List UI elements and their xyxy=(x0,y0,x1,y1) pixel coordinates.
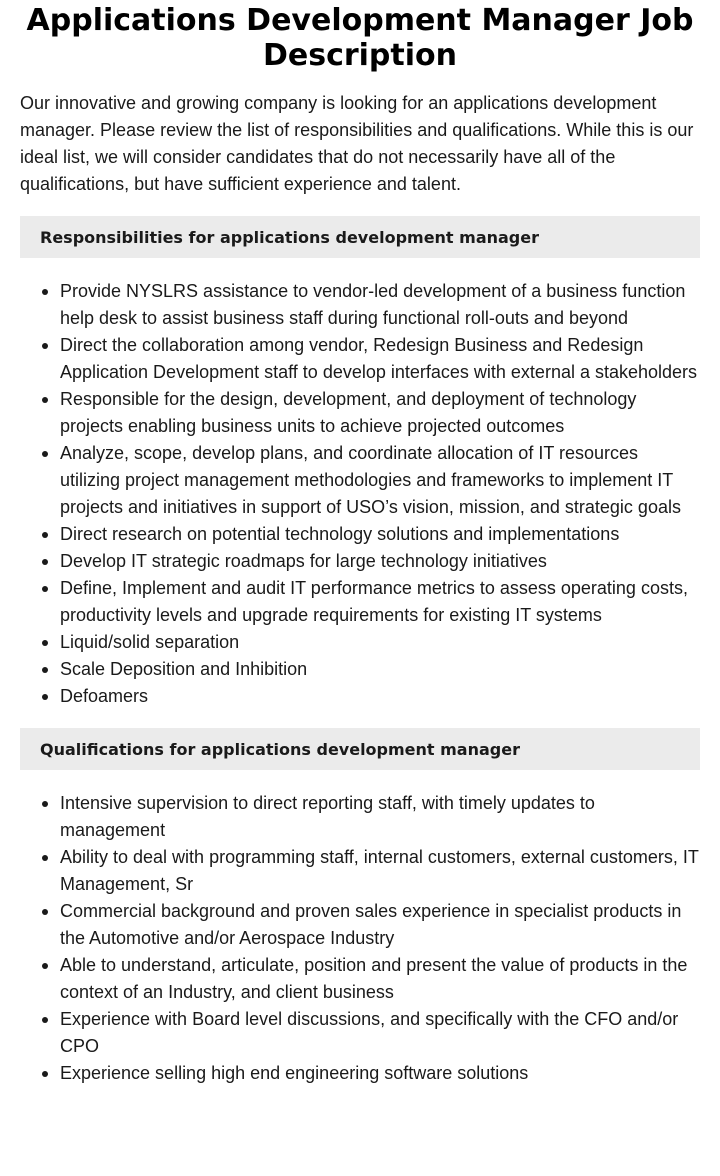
list-item: Experience with Board level discussions, and specifically with the CFO and/or CPO xyxy=(60,1006,700,1060)
qualifications-heading: Qualifications for applications development manager xyxy=(20,728,700,770)
qualifications-list xyxy=(20,790,700,1087)
list-item: Direct the collaboration among vendor, Redesign Business and Redesign Application Development staff to develop interfaces with external a stakeholders xyxy=(60,332,700,386)
responsibilities-list xyxy=(20,278,700,710)
list-item: Responsible for the design, development, and deployment of technology projects enabling business units to achieve projected outcomes xyxy=(60,386,700,440)
list-item: Provide NYSLRS assistance to vendor-led development of a business function help desk to assist business staff during functional roll-outs and beyond xyxy=(60,278,700,332)
list-item: Direct research on potential technology solutions and implementations xyxy=(60,521,700,548)
page-title: Applications Development Manager Job Description xyxy=(26,3,694,73)
list-item: Experience selling high end engineering software solutions xyxy=(60,1060,700,1087)
list-item: Define, Implement and audit IT performance metrics to assess operating costs, productivity levels and upgrade requirements for existing IT systems xyxy=(60,575,700,629)
list-item: Commercial background and proven sales experience in specialist products in the Automotive and/or Aerospace Industry xyxy=(60,898,700,952)
list-item: Ability to deal with programming staff, internal customers, external customers, IT Management, Sr xyxy=(60,844,700,898)
list-item: Able to understand, articulate, position and present the value of products in the context of an Industry, and client business xyxy=(60,952,700,1006)
list-item: Scale Deposition and Inhibition xyxy=(60,656,700,683)
list-item: Analyze, scope, develop plans, and coordinate allocation of IT resources utilizing project management methodologies and frameworks to implement IT projects and initiatives in support of USO’s vision, mission, and strategic goals xyxy=(60,440,700,521)
job-description-page xyxy=(0,3,720,1087)
list-item: Intensive supervision to direct reporting staff, with timely updates to management xyxy=(60,790,700,844)
list-item: Liquid/solid separation xyxy=(60,629,700,656)
intro-paragraph: Our innovative and growing company is looking for an applications development manager. Please review the list of responsibilities and qualifications. While this is our ideal list, we will consider candidates that do not necessarily have all of the qualifications, but have sufficient experience and talent. xyxy=(20,93,694,194)
responsibilities-heading: Responsibilities for applications development manager xyxy=(20,216,700,258)
list-item: Develop IT strategic roadmaps for large technology initiatives xyxy=(60,548,700,575)
list-item: Defoamers xyxy=(60,683,700,710)
